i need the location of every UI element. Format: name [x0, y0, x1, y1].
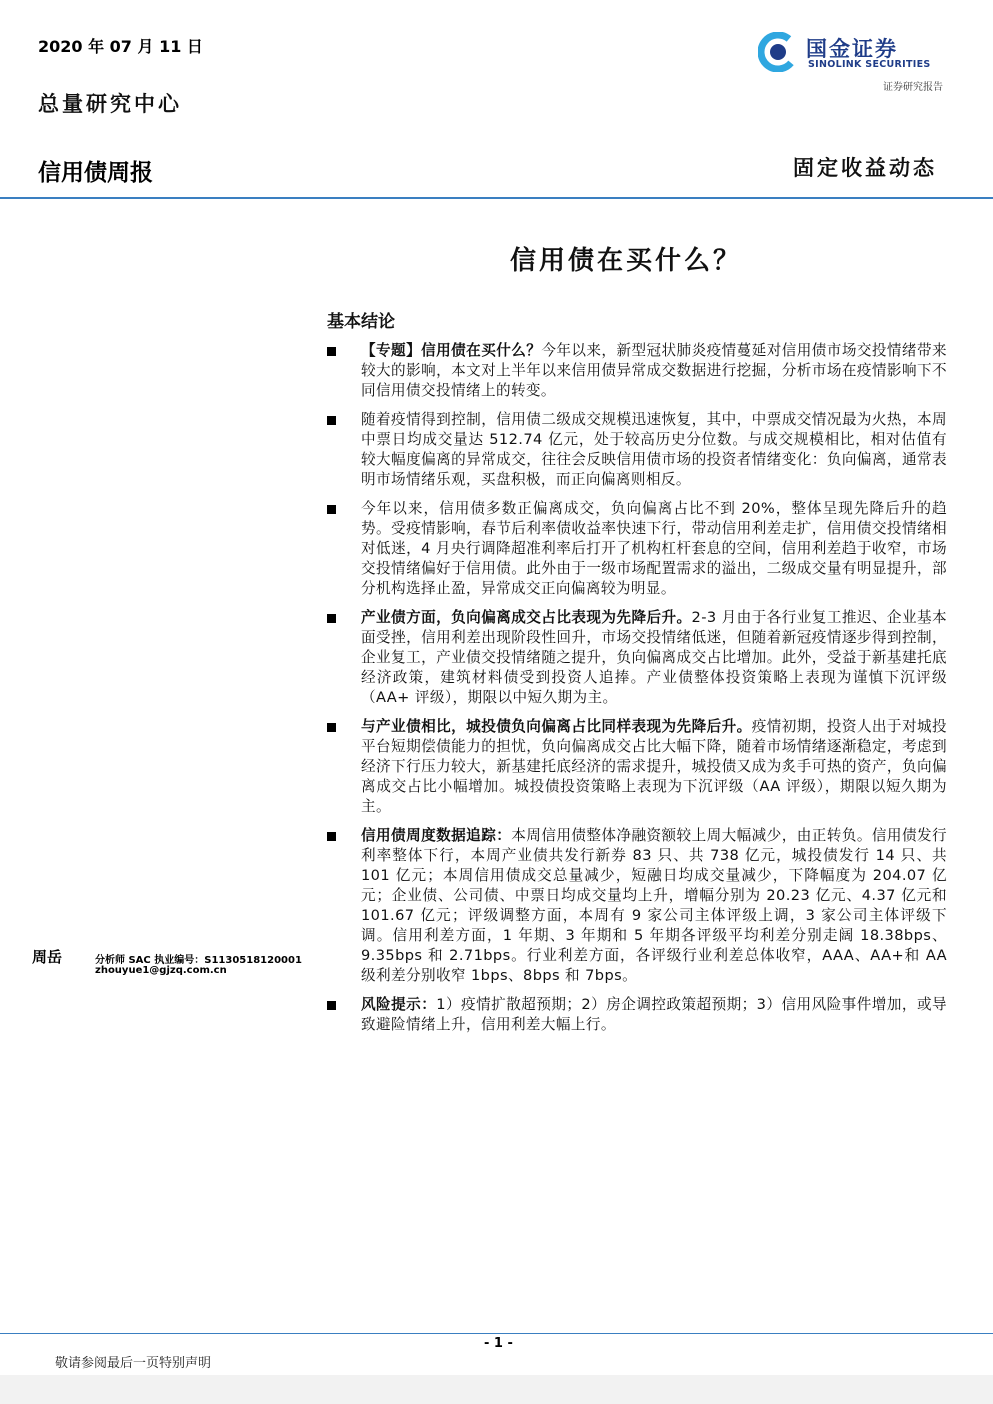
- conclusion-item-text: 今年以来，新型冠状肺炎疫情蔓延对信用债市场交投情绪带来较大的影响，本文对上半年以来信用债异常成交数据进行挖掘，分析市场在疫情影响下不同信用债交投情绪上的转变。: [361, 342, 947, 399]
- report-date: 2020 年 07 月 11 日: [38, 37, 203, 56]
- logo-subtitle: 证券研究报告: [883, 82, 943, 93]
- square-bullet-icon: [327, 614, 336, 623]
- conclusion-item: [327, 995, 947, 1035]
- conclusion-item-text: 2-3 月由于各行业复工推迟、企业基本面受挫，信用利差出现阶段性回升，市场交投情绪低迷，但随着新冠疫情逐步得到控制，企业复工，产业债交投情绪随之提升，负向偏离成交占比增加。此外，受益于新基建托底经济政策，建筑材料债受到投资人追捧。产业债整体投资策略上表现为谨慎下沉评级（AA+ 评级），期限以中短久期为主。: [361, 609, 947, 706]
- square-bullet-icon: [327, 505, 336, 514]
- report-category: 固定收益动态: [793, 155, 937, 180]
- conclusion-item-lead: 【专题】信用债在买什么？: [361, 342, 542, 359]
- research-center-name: 总量研究中心: [38, 91, 182, 116]
- logo-name-en: SINOLINK SECURITIES: [808, 59, 931, 70]
- conclusion-item: [327, 826, 947, 986]
- conclusion-item: [327, 410, 947, 490]
- conclusion-item-lead: 信用债周度数据追踪：: [361, 827, 512, 844]
- footer-band: [0, 1375, 993, 1404]
- disclaimer-note: 敬请参阅最后一页特别声明: [55, 1356, 212, 1371]
- conclusion-item: [327, 608, 947, 708]
- report-title: 信用债在买什么？: [510, 246, 743, 276]
- square-bullet-icon: [327, 347, 336, 356]
- analyst-sac-id: 分析师 SAC 执业编号：S1130518120001: [95, 955, 302, 966]
- conclusion-item: [327, 341, 947, 401]
- square-bullet-icon: [327, 1001, 336, 1010]
- conclusion-item: [327, 499, 947, 599]
- conclusion-item-lead: 风险提示：: [361, 996, 437, 1013]
- square-bullet-icon: [327, 723, 336, 732]
- conclusion-item-text: 疫情初期，投资人出于对城投平台短期偿债能力的担忧，负向偏离成交占比大幅下降，随着市场情绪逐渐稳定，考虑到经济下行压力较大，新基建托底经济的需求提升，城投债又成为炙手可热的资产，负向偏离成交占比小幅增加。城投债投资策略上表现为下沉评级（AA 评级），期限以短久期为主。: [361, 718, 947, 815]
- conclusion-item: [327, 717, 947, 817]
- conclusion-item-lead: 产业债方面，负向偏离成交占比表现为先降后升。: [361, 609, 692, 626]
- section-heading: 基本结论: [327, 312, 395, 332]
- sinolink-logo-icon: [758, 32, 798, 72]
- conclusion-item-text: 今年以来，信用债多数正偏离成交，负向偏离占比不到 20%，整体呈现先降后升的趋势。受疫情影响，春节后利率债收益率快速下行，带动信用利差走扩，信用债交投情绪相对低迷，4 月央行调降超准利率后打开了机构杠杆套息的空间，信用利差趋于收窄，市场交投情绪偏好于信用债。此外由于一级市场配置需求的溢出，二级成交量有明显提升，部分机构选择止盈，异常成交正向偏离较为明显。: [361, 500, 947, 597]
- square-bullet-icon: [327, 416, 336, 425]
- analyst-email[interactable]: zhouyue1@gjzq.com.cn: [95, 965, 227, 976]
- footer-divider: [0, 1333, 993, 1334]
- conclusion-list: [327, 341, 947, 1044]
- conclusion-item-text: 随着疫情得到控制，信用债二级成交规模迅速恢复，其中，中票成交情况最为火热，本周中票日均成交量达 512.74 亿元，处于较高历史分位数。与成交规模相比，相对估值有较大幅度偏离的异常成交，往往会反映信用债市场的投资者情绪变化：负向偏离，通常表明市场情绪乐观，买盘积极，而正向偏离则相反。: [361, 411, 947, 488]
- analyst-name: 周岳: [32, 948, 63, 966]
- logo-name-cn: 国金证券: [806, 37, 898, 61]
- report-type: 信用债周报: [38, 160, 153, 186]
- conclusion-item-text: 本周信用债整体净融资额较上周大幅减少，由正转负。信用债发行利率整体下行，本周产业债共发行新券 83 只、共 738 亿元，城投债发行 14 只、共 101 亿元；本周信用债成交总量减少，短融日均成交量减少，下降幅度为 204.07 亿元；企业债、公司债、中票日均成交量均上升，增幅分别为 20.23 亿元、4.37 亿元和 101.67 亿元；评级调整方面，本周有 9 家公司主体评级上调，3 家公司主体评级下调。信用利差方面，1 年期、3 年期和 5 年期各评级平均利差分别走阔 18.38bps、9.35bps 和 2.71bps。行业利差方面，各评级行业利差总体收窄，AAA、AA+和 AA 级利差分别收窄 1bps、8bps 和 7bps。: [361, 827, 947, 984]
- company-logo: [758, 32, 948, 76]
- conclusion-item-text: 1）疫情扩散超预期；2）房企调控政策超预期；3）信用风险事件增加，或导致避险情绪上升，信用利差大幅上行。: [361, 996, 947, 1033]
- conclusion-item-lead: 与产业债相比，城投债负向偏离占比同样表现为先降后升。: [361, 718, 752, 735]
- page-number: - 1 -: [484, 1336, 513, 1351]
- square-bullet-icon: [327, 832, 336, 841]
- header-divider: [0, 197, 993, 199]
